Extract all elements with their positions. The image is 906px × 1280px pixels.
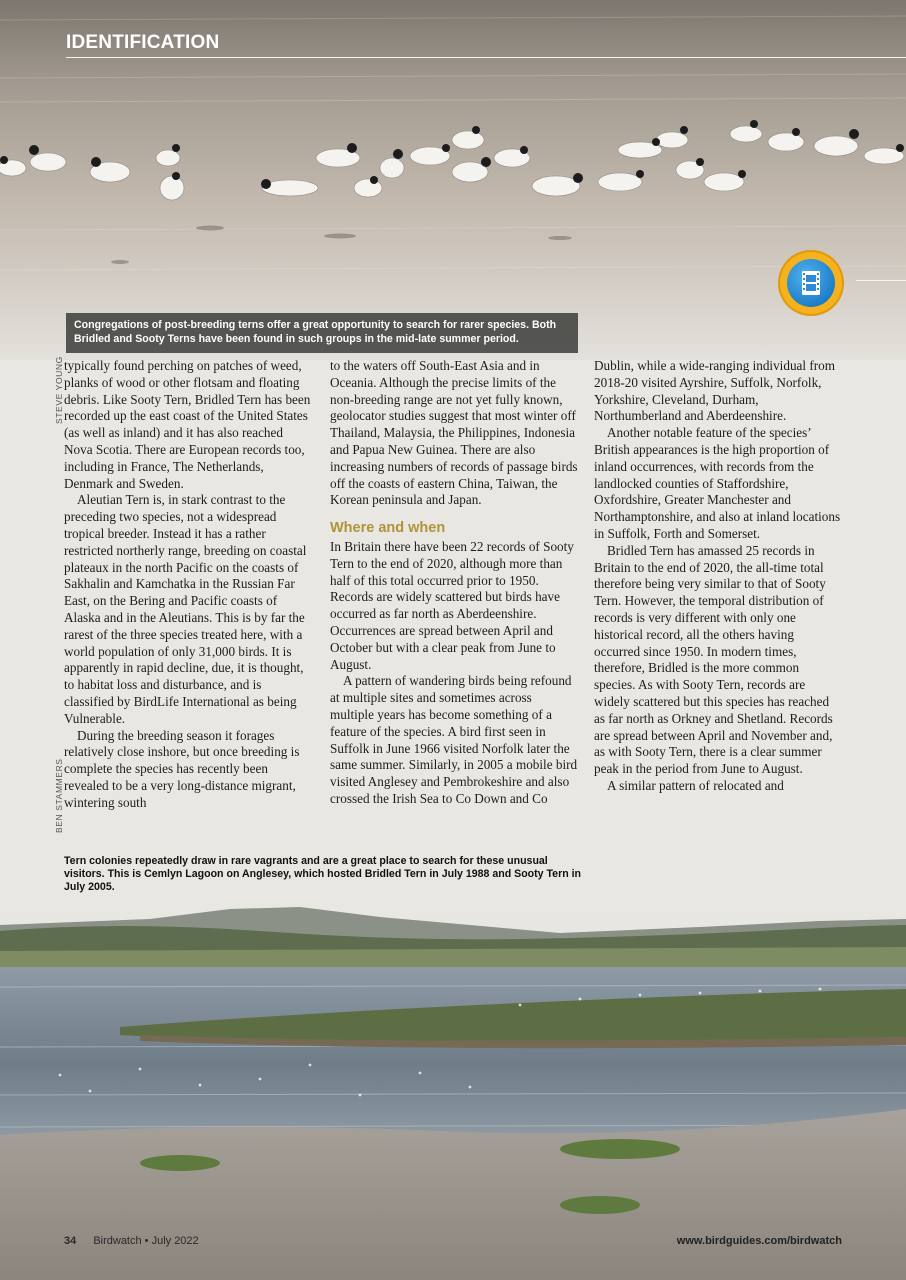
- video-badge[interactable]: [778, 250, 844, 316]
- section-label: IDENTIFICATION: [66, 32, 220, 53]
- badge-line: [856, 280, 906, 281]
- cemlyn-lagoon-photo: [0, 895, 906, 1280]
- photo-credit-top: STEVE YOUNG: [54, 356, 64, 424]
- paragraph: typically found perching on patches of weed, planks of wood or other flotsam and floating debris. Like Sooty Tern, Bridled Tern has been recorded up the east coast of the United States (as well as inland) and it has also reached Nova Scotia. There are European records too, including in France, The Netherlands, Denmark and Sweden.: [64, 358, 311, 491]
- paragraph: Aleutian Tern is, in stark contrast to the preceding two species, not a widespread tropical breeder. Instead it has a rather restricted northerly range, breeding on coastal plateaux in the north Pacific on the coasts of Sakhalin and Kamchatka in the Russian Far East, on the Bering and Pacific coasts of Alaska and in the Aleutians. This is by far the rarest of the three species treated here, with a world population of only 31,000 birds. It is apparently in rapid decline, due, it is thought, to habitat loss and disturbance, and is classified by BirdLife International as being Vulnerable.: [64, 492, 307, 726]
- paragraph: In Britain there have been 22 records of Sooty Tern to the end of 2020, although more than half of this total occurred prior to 1950. Records are widely scattered but birds have occurred as far north as Aberdeenshire. Occurrences are spread between April and October but with a clear peak from June to August.: [330, 538, 574, 672]
- film-icon: [787, 259, 835, 307]
- subheading-where-and-when: Where and when: [330, 520, 446, 537]
- page-number: 34: [64, 1235, 77, 1247]
- bottom-photo-caption: Tern colonies repeatedly draw in rare vagrants and are a great place to search for these unusual visitors. This is Cemlyn Lagoon on Anglesey, which hosted Bridled Tern in July 1988 and Sooty Tern in July 2005.: [64, 855, 582, 893]
- website-url[interactable]: www.birdguides.com/birdwatch: [676, 1235, 842, 1247]
- photo-credit-bottom: BEN STAMMERS: [54, 758, 64, 833]
- paragraph: to the waters off South-East Asia and in Oceania. Although the precise limits of the non-breeding range are not yet fully known, geolocator studies suggest that most winter off Thailand, Malaysia, the Philippines, Indonesia and Papua New Guinea. There are also increasing numbers of records of passage birds off the coasts of eastern China, Taiwan, the Korean peninsula and Japan.: [330, 358, 578, 508]
- magazine-issue: Birdwatch • July 2022: [93, 1235, 199, 1247]
- article-column-3: [594, 358, 842, 795]
- paragraph: Another notable feature of the species’ British appearances is the high proportion of inland occurrences, with records from the landlocked counties of Staffordshire, Oxfordshire, Greater Manchester and Northamptonshire, and also at inland locations in Suffolk, Forth and Somerset.: [594, 425, 841, 541]
- paragraph: During the breeding season it forages relatively close inshore, but once breeding is complete the species has recently been revealed to be a very long-distance migrant, wintering south: [64, 727, 300, 810]
- paragraph: Dublin, while a wide-ranging individual from 2018-20 visited Ayrshire, Suffolk, Norfolk, Yorkshire, Cleveland, Durham, Northumberland and Aberdeenshire.: [594, 358, 835, 424]
- tern-flock-photo: [0, 0, 906, 360]
- top-photo-caption: Congregations of post-breeding terns offer a great opportunity to search for rarer species. Both Bridled and Sooty Terns have been found in such groups in the mid-late summer period.: [66, 313, 578, 353]
- footer-left: [64, 1235, 199, 1247]
- paragraph: A pattern of wandering birds being refound at multiple sites and sometimes across multiple years has become something of a feature of the species. A bird first seen in Suffolk in June 1966 visited Norfolk later the same summer. Similarly, in 2005 a mobile bird visited Anglesey and Pembrokeshire and also crossed the Irish Sea to Co Down and Co: [330, 673, 578, 806]
- paragraph: Bridled Tern has amassed 25 records in Britain to the end of 2020, the all-time total therefore being very similar to that of Sooty Tern. However, the temporal distribution of records is very different with only one historical record, all the others having occurred since 1950. In modern times, therefore, Bridled is the more common species. As with Sooty Tern, records are widely scattered but this species has reached as far north as Orkney and Shetland. Records are spread between April and November and, as with Sooty Tern, there is a clear summer peak in the period from June to August.: [594, 542, 833, 777]
- article-column-1: [64, 358, 312, 812]
- article-column-2: [330, 358, 578, 808]
- paragraph: A similar pattern of relocated and: [607, 777, 784, 793]
- section-rule: [66, 57, 906, 58]
